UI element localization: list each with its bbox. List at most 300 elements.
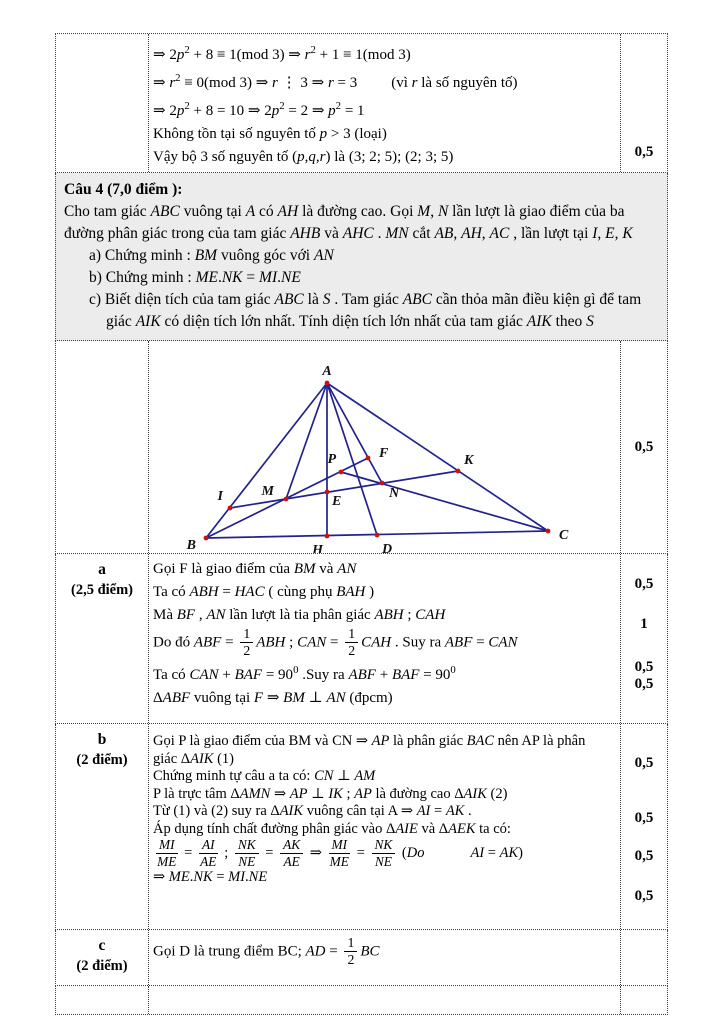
part-c-score-cell [620,930,667,985]
text-token: ⇒ 2 [153,47,177,63]
fraction-numerator: 1 [345,627,358,643]
part-b-content-cell [149,724,620,929]
math-token: K [622,225,633,242]
text-line [153,733,612,768]
math-token: N [437,203,449,220]
math-token: BAF [234,666,263,683]
math-token: q [308,149,316,165]
fraction-denominator: AE [283,854,300,869]
text-token: là đường cao. Gọi [298,203,418,220]
text-token: , [453,225,462,242]
text-line [153,803,612,821]
point-label-H: H [312,543,323,553]
math-token: p [328,103,336,119]
text-token: . Suy ra [391,634,445,651]
text-line [153,67,612,95]
part-b-lines [153,733,612,887]
fraction-numerator: AI [199,838,218,854]
math-token: BC [360,943,380,960]
point-M [284,497,289,502]
text-token: = [180,844,196,861]
text-token: vuông góc với [217,247,314,264]
part-a-label-cell [56,554,149,723]
geometry-figure [179,363,579,553]
math-token: AD [305,943,326,960]
text-token: cắt [408,225,435,242]
point-label-F: F [379,446,389,461]
text-token: có diện tích lớn nhất. Tính diện tích lớn nhất của tam giác [160,313,527,330]
q3-content-cell [149,34,620,172]
text-token: = [212,869,229,885]
math-token: AIK [526,313,552,330]
math-token: A [245,203,256,220]
text-token: là [303,291,323,308]
row-question4-header [55,173,668,341]
math-token: AMN [239,785,271,802]
math-token: ABC [150,203,180,220]
text-token: là đường cao Δ [371,785,464,802]
question4-items [61,245,657,333]
superscript: 2 [310,44,316,56]
point-label-N: N [389,486,400,501]
text-token: P là trực tâm Δ [153,785,240,802]
question4-intro [61,201,657,245]
point-label-C: C [559,528,569,543]
text-token: + 8 = 10 ⇒ 2 [189,103,272,119]
part-a-score-cell [620,554,667,723]
text-token: ⊥ [304,689,327,706]
math-token: AP [371,733,390,749]
text-token: vuông tại [179,203,246,220]
math-token: p [271,103,280,119]
text-token: = [326,634,343,651]
text-token: = 90 [419,666,451,683]
text-token: Gọi D là trung điểm BC; [153,943,306,960]
text-token: lần lượt là tia phân giác [225,607,375,623]
point-label-M: M [261,484,274,499]
math-token: AN [313,247,334,264]
text-token: ≡ 0(mod 3) ⇒ [180,75,273,91]
point-E [325,490,330,495]
text-token: + [375,666,392,683]
point-P [339,470,344,475]
math-token: AN [337,561,357,577]
q3-label-cell [56,34,149,172]
point-K [456,469,461,474]
point-A [325,381,330,386]
fraction-numerator: NK [372,838,396,854]
math-token: IK [328,785,343,802]
text-token: Vậy bộ 3 số nguyên tố ( [153,149,298,165]
text-token: Mà [153,607,177,623]
math-token: AP [354,785,372,802]
math-token: BAH [336,584,366,600]
text-token: + 8 ≡ 1(mod 3) ⇒ [189,47,305,63]
text-token: ⇒ [153,869,169,885]
text-token: ) [518,844,523,861]
fraction-numerator: 1 [240,627,253,643]
text-token: , [481,225,490,242]
math-token: r [304,47,311,63]
question4-title: Câu 4 (7,0 điểm ): [64,181,183,198]
text-token: , [430,203,438,220]
text-token: ) [365,584,375,600]
part-c-lines [153,936,612,968]
math-token: ABC [402,291,432,308]
math-token: AIK [463,785,487,802]
fraction-numerator: AK [280,838,303,854]
math-token: r [327,75,334,91]
math-token: AHB [290,225,321,242]
text-line [153,838,612,869]
fraction-denominator: 2 [243,643,251,659]
text-token: ⊥ [307,785,329,802]
math-token: AN [326,689,346,706]
fraction [329,838,351,869]
row-part-c [55,930,668,986]
text-token: là phân giác [389,733,467,749]
math-token: ME [195,269,218,286]
text-token: . Tam giác [330,291,403,308]
text-line [153,581,612,604]
math-token: AI [416,803,431,819]
text-token: = [325,943,342,960]
math-token: AB [434,225,454,242]
text-token: ⋮ 3 ⇒ [277,75,328,91]
score-value: 0,5 [634,659,654,675]
text-token: = [484,844,500,861]
text-line [153,558,612,581]
math-token: ABC [274,291,304,308]
text-line [153,39,612,67]
math-token: AEK [448,820,476,837]
text-line [61,289,657,333]
text-token: , [597,225,606,242]
fraction [199,838,218,869]
math-token: ABF [162,689,191,706]
text-token: ; [342,785,355,802]
text-token: Do đó [153,634,194,651]
math-token: F [253,689,264,706]
point-F [366,456,371,461]
superscript: 0 [293,663,299,676]
math-token: p [176,103,185,119]
math-token: r [411,75,418,91]
text-token: = [242,269,260,286]
math-token: p [319,126,328,142]
segment-BA [206,383,327,538]
text-token: Không tồn tại số nguyên tố [153,126,320,142]
part-b-letter: b [97,731,107,748]
math-token: p [176,47,185,63]
text-line [61,267,657,289]
text-token: = [430,803,446,819]
fraction-denominator: 2 [347,952,355,968]
partial-content-cell [149,986,620,1014]
math-token: NK [221,269,243,286]
fraction-denominator: NE [238,854,256,869]
part-a-points: (2,5 điểm) [70,582,133,598]
math-token: BF [176,607,196,623]
text-line [153,604,612,627]
text-token: , [304,149,309,165]
math-token: CAN [488,634,518,651]
text-token: Từ (1) và (2) suy ra Δ [153,803,280,819]
text-token: . [245,869,249,885]
fraction [345,627,358,659]
row-figure [55,341,668,554]
part-a-lines [153,558,612,710]
text-token: theo [551,313,587,330]
math-token: r [272,75,278,91]
text-token: .Suy ra [298,666,349,683]
row-question3-end [55,34,668,173]
text-line [153,659,612,687]
point-label-A: A [322,364,332,379]
text-token: và Δ [417,820,449,837]
text-token: ⇒ [153,75,170,91]
score-value: 0,5 [634,144,654,160]
score-value: 1 [640,616,648,632]
part-c-content-cell [149,930,620,985]
spacer [357,86,391,87]
text-line [153,768,612,786]
text-token: = [261,844,278,861]
text-token: ; [403,607,416,623]
math-token: AP [289,785,308,802]
point-label-D: D [382,542,393,553]
math-token: ABF [444,634,473,651]
text-token: Cho tam giác [64,203,151,220]
math-token: AHC [342,225,374,242]
text-line [153,687,612,710]
text-token: . [189,869,194,885]
text-line [153,936,612,968]
part-c-points: (2 điểm) [76,958,128,974]
math-token: AIK [190,750,214,767]
text-token: + 1 ≡ 1(mod 3) [315,47,411,63]
text-line [153,627,612,659]
text-token: Δ [153,689,163,706]
fraction-denominator: AE [200,854,217,869]
text-token: và [315,561,338,577]
text-token: + [218,666,235,683]
text-token: a) Chứng minh : [89,247,195,264]
text-token: > 3 (loại) [327,126,387,142]
text-token: , [614,225,623,242]
text-token: là số nguyên tố) [417,75,518,91]
fraction-denominator: ME [157,854,177,869]
math-token: ME [168,869,190,885]
text-token: = [353,844,369,861]
score-value: 0,5 [634,888,654,904]
score-value: 0,5 [634,676,654,692]
spacer [424,856,470,857]
text-token: Ta có [153,666,190,683]
math-token: M [417,203,431,220]
text-token: Áp dụng tính chất đường phân giác vào Δ [153,820,396,837]
text-token: ⇒ [270,785,290,802]
score-value: 0,5 [634,848,654,864]
text-token: c) Biết diện tích của tam giác [89,291,275,308]
math-token: MN [385,225,409,242]
text-token: . [217,269,222,286]
math-token: CN [314,768,334,784]
text-token: , [195,607,207,623]
point-H [325,534,330,539]
math-token: ABF [348,666,376,683]
text-token: (vì [391,75,412,91]
math-token: NE [248,869,268,885]
text-token: Chứng minh tự câu a ta có: [153,768,315,784]
part-a-content-cell [149,554,620,723]
figure-content-cell [149,341,620,553]
text-token: cần thỏa mãn điều kiện gì để tam giác [106,291,642,330]
text-line [153,869,612,887]
math-token: AI [470,844,485,861]
text-token: ta có: [475,820,511,837]
text-token: ⇒ [306,844,326,861]
math-token: NE [280,269,301,286]
row-part-b [55,724,668,930]
fraction [156,838,178,869]
superscript: 2 [279,100,285,112]
text-line [153,95,612,123]
point-label-K: K [464,453,474,468]
math-token: AH [277,203,299,220]
score-value: 0,5 [634,755,654,771]
fraction [372,838,396,869]
text-token: ( [398,844,407,861]
text-token: và [320,225,343,242]
text-token: vuông tại [190,689,254,706]
math-token: NK [193,869,213,885]
q3-solution-lines [153,39,612,169]
fraction-denominator: NE [374,854,392,869]
fraction-numerator: MI [329,838,351,854]
point-D [375,533,380,538]
text-token: = 2 ⇒ [284,103,329,119]
math-token: S [322,291,331,308]
text-line [153,123,612,146]
text-token: Gọi F là giao điểm của [153,561,294,577]
fraction [280,838,303,869]
fraction [344,936,357,968]
math-token: BM [194,247,218,264]
text-token: Ta có [153,584,190,600]
text-token: b) Chứng minh : [89,269,196,286]
partial-label-cell [56,986,149,1014]
point-label-I: I [217,489,223,504]
point-label-E: E [332,494,342,509]
text-line [61,245,657,267]
fraction-numerator: MI [156,838,178,854]
point-label-B: B [186,538,196,553]
math-token: CAN [189,666,219,683]
triangle-svg [179,363,579,553]
score-value: 0,5 [634,439,654,455]
text-token: ; [220,844,232,861]
row-part-a [55,554,668,724]
answer-table [55,33,668,1015]
part-b-points: (2 điểm) [76,752,128,768]
segment-AC [327,383,548,531]
text-line [153,821,612,839]
point-label-P: P [327,452,336,467]
text-token: vuông cân tại A ⇒ [303,803,417,819]
text-token: ) là (3; 2; 5); (2; 3; 5) [325,149,454,165]
fraction-denominator: 2 [348,643,356,659]
text-token: Gọi P là giao điểm của BM và CN ⇒ [153,733,372,749]
fraction-denominator: ME [329,854,349,869]
partial-score-cell [620,986,667,1014]
math-token: MI [228,869,246,885]
part-b-label-cell [56,724,149,929]
text-token: = 3 [333,75,358,91]
math-token: AIE [395,820,418,837]
score-value: 0,5 [634,576,654,592]
math-token: AC [489,225,510,242]
math-token: AIK [135,313,161,330]
part-c-label-cell [56,930,149,985]
math-token: AM [354,768,376,784]
part-b-score-cell [620,724,667,929]
text-token: ; [285,634,298,651]
math-token: E [605,225,615,242]
math-token: CAH [415,607,446,623]
math-token: AIK [279,803,304,819]
text-token: = 90 [262,666,294,683]
math-token: ABF [193,634,222,651]
math-token: BM [283,689,305,706]
point-N [380,481,385,486]
figure-score-cell [620,341,667,553]
q3-score-cell [620,34,667,172]
fraction-numerator: 1 [344,936,357,952]
figure-label-cell [56,341,149,553]
math-token: AK [445,803,465,819]
text-token: = 1 [341,103,365,119]
text-token: có [255,203,278,220]
text-token: , [315,149,320,165]
text-line [153,786,612,804]
text-token: . [464,803,472,819]
math-token: p [297,149,305,165]
text-token: . [373,225,386,242]
math-token: CAH [361,634,392,651]
text-token: = [218,584,235,600]
text-token: ⊥ [333,768,355,784]
math-token: ABH [374,607,404,623]
math-token: Do [406,844,425,861]
superscript: 2 [175,72,181,84]
math-token: AN [206,607,226,623]
superscript: 2 [184,100,190,112]
point-I [228,506,233,511]
superscript: 2 [335,100,342,112]
math-token: MI [259,269,278,286]
part-c-letter: c [98,937,106,954]
part-a-letter: a [98,561,106,578]
q4-cell [56,173,667,340]
math-token: ABH [189,584,219,600]
math-token: r [319,149,326,165]
math-token: ABH [256,634,286,651]
math-token: HAC [234,584,265,600]
row-next-partial [55,986,668,1015]
point-C [546,529,551,534]
text-line [153,146,612,169]
